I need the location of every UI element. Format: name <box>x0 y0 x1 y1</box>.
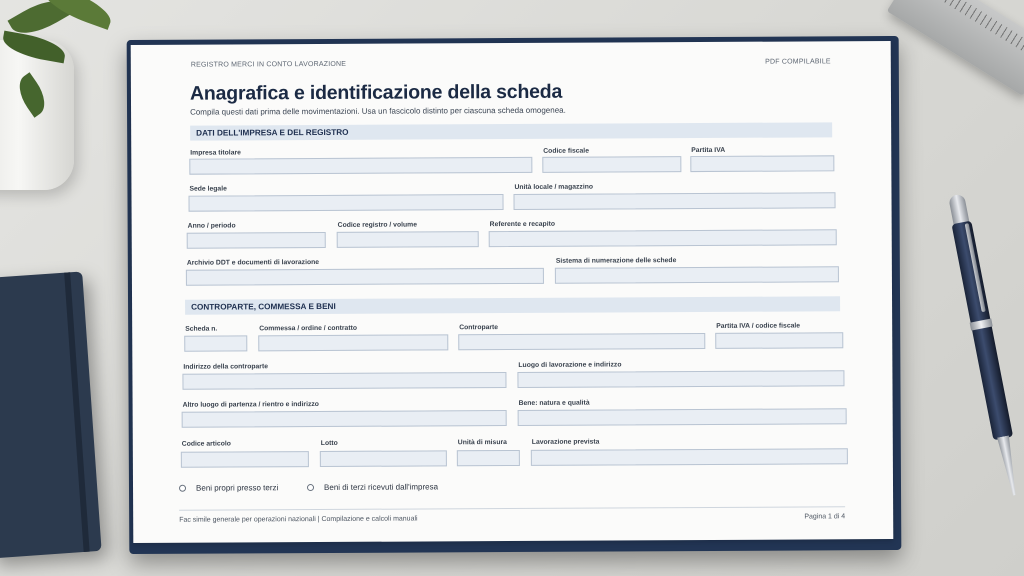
piva-cf-field[interactable] <box>715 332 843 349</box>
label-bene: Bene: natura e qualità <box>518 399 590 407</box>
label-indirizzo-controparte: Indirizzo della controparte <box>183 363 269 371</box>
page-number: Pagina 1 di 4 <box>804 513 846 521</box>
label-controparte: Controparte <box>459 324 499 332</box>
label-piva-cf: Partita IVA / codice fiscale <box>716 322 801 330</box>
sheet-footer <box>179 513 845 523</box>
archivio-field[interactable] <box>186 268 544 286</box>
anno-field[interactable] <box>187 232 326 249</box>
page-subtitle: Compila questi dati prima delle movimentazioni. Usa un fascicolo distinto per ciascuna scheda omogenea. <box>190 105 566 117</box>
section-heading-impresa: DATI DELL'IMPRESA E DEL REGISTRO <box>190 122 832 140</box>
label-referente: Referente e recapito <box>489 220 556 229</box>
codice-fiscale-field[interactable] <box>542 156 681 173</box>
section-heading-controparte: CONTROPARTE, COMMESSA E BENI <box>185 296 840 314</box>
lavorazione-field[interactable] <box>531 448 848 466</box>
label-impresa: Impresa titolare <box>190 149 241 157</box>
header-left-label: REGISTRO MERCI IN CONTO LAVORAZIONE <box>190 60 347 69</box>
indirizzo-controparte-field[interactable] <box>182 372 506 390</box>
label-luogo-lavorazione: Luogo di lavorazione e indirizzo <box>518 361 622 369</box>
form-sheet <box>131 41 894 543</box>
label-sede-legale: Sede legale <box>189 185 227 193</box>
commessa-field[interactable] <box>258 334 448 351</box>
label-scheda: Scheda n. <box>185 325 218 333</box>
sede-legale-field[interactable] <box>188 194 503 212</box>
label-archivio: Archivio DDT e documenti di lavorazione <box>186 259 320 267</box>
option-beni-propri-label: Beni propri presso terzi <box>195 483 279 493</box>
radio-beni-propri[interactable] <box>179 485 186 492</box>
label-codice-articolo: Codice articolo <box>181 440 231 448</box>
label-lavorazione: Lavorazione prevista <box>531 438 600 446</box>
label-codice-fiscale: Codice fiscale <box>543 147 590 155</box>
impresa-field[interactable] <box>189 157 532 175</box>
controparte-field[interactable] <box>458 333 705 350</box>
altro-luogo-field[interactable] <box>182 410 507 428</box>
option-beni-terzi-label: Beni di terzi ricevuti dall'impresa <box>323 482 439 492</box>
pen <box>945 193 1024 511</box>
label-unita-misura: Unità di misura <box>457 439 507 447</box>
option-beni-propri[interactable] <box>179 483 278 493</box>
unita-locale-field[interactable] <box>513 192 835 210</box>
notebook <box>0 271 102 558</box>
codice-registro-field[interactable] <box>337 231 479 248</box>
label-codice-registro: Codice registro / volume <box>337 221 417 229</box>
label-commessa: Commessa / ordine / contratto <box>259 324 358 333</box>
footer-note: Fac simile generale per operazioni nazionali | Compilazione e calcoli manuali <box>179 515 418 524</box>
bene-field[interactable] <box>518 408 847 426</box>
label-sistema-numerazione: Sistema di numerazione delle schede <box>555 257 677 265</box>
label-altro-luogo: Altro luogo di partenza / rientro e indirizzo <box>182 401 319 409</box>
lotto-field[interactable] <box>320 450 447 467</box>
codice-articolo-field[interactable] <box>181 451 309 468</box>
scheda-field[interactable] <box>184 335 247 351</box>
label-unita-locale: Unità locale / magazzino <box>514 183 594 191</box>
referente-field[interactable] <box>489 229 837 247</box>
option-beni-terzi[interactable] <box>307 482 438 492</box>
sistema-numerazione-field[interactable] <box>555 266 839 283</box>
partita-iva-field[interactable] <box>690 155 834 172</box>
radio-beni-terzi[interactable] <box>307 484 314 491</box>
unita-misura-field[interactable] <box>457 450 520 466</box>
label-lotto: Lotto <box>320 439 338 448</box>
label-partita-iva: Partita IVA <box>691 146 726 155</box>
sheet-header <box>191 58 831 68</box>
header-right-label: PDF COMPILABILE <box>765 58 831 66</box>
page-title: Anagrafica e identificazione della scheda <box>189 80 563 105</box>
caliper <box>887 0 1024 96</box>
footer-divider <box>179 506 845 510</box>
luogo-lavorazione-field[interactable] <box>517 370 844 388</box>
label-anno: Anno / periodo <box>187 222 236 230</box>
